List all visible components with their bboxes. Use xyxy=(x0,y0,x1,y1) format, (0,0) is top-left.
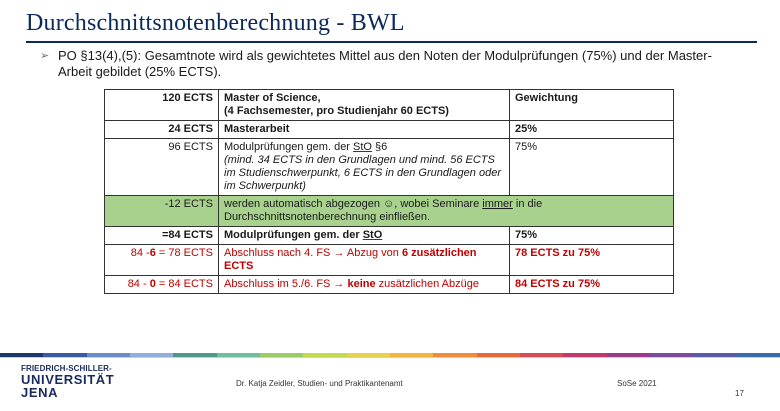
description-text: in die Durchschnittsnotenberechnung einfließen. xyxy=(224,198,543,223)
logo-line: UNIVERSITÄT xyxy=(21,372,115,387)
logo-line: FRIEDRICH-SCHILLER- xyxy=(21,364,112,373)
sto-link-text: StO xyxy=(353,141,372,153)
ects-calc-text: 84 - xyxy=(130,247,150,259)
footer-divider xyxy=(0,357,780,358)
ects-calc-text: = 84 ECTS xyxy=(155,278,213,290)
table-row-highlighted xyxy=(105,196,674,227)
description-text: Modulprüfungen gem. der xyxy=(224,229,363,241)
table-row xyxy=(105,121,674,139)
degree-detail: (4 Fachsemester, pro Studienjahr 60 ECTS) xyxy=(224,105,449,117)
description-cell xyxy=(219,276,510,294)
intro-bullet-text: PO §13(4),(5): Gesamtnote wird als gewichtetes Mittel aus den Noten der Modulprüfungen (75%) und der Master-Arbeit gebildet (25% ECTS). xyxy=(58,48,712,79)
description-text: Abschluss im 5./6. FS → xyxy=(224,278,348,290)
description-text: zusätzlichen Abzüge xyxy=(375,278,479,290)
sto-link-text: StO xyxy=(362,229,383,241)
logo-line: JENA xyxy=(21,385,59,400)
table-row xyxy=(105,276,674,294)
description-text: Abschluss nach 4. FS → Abzug von xyxy=(224,247,402,259)
weight-header: Gewichtung xyxy=(510,90,674,121)
description-cell xyxy=(219,227,510,245)
ects-cell xyxy=(105,245,219,276)
slide-title: Durchschnittsnotenberechnung - BWL xyxy=(26,10,405,36)
description-bold: 6 zusätzlichen ECTS xyxy=(224,247,477,272)
ects-cell: 96 ECTS xyxy=(105,139,219,196)
ects-calc-bold: 6 xyxy=(149,247,156,259)
table-row xyxy=(105,139,674,196)
table-row xyxy=(105,245,674,276)
description-bold: keine xyxy=(347,278,376,290)
weight-cell: 75% xyxy=(510,139,674,196)
table-row xyxy=(105,90,674,121)
degree-title: Master of Science, xyxy=(224,92,321,104)
description-text: werden automatisch abgezogen ☺, wobei Seminare xyxy=(224,198,483,210)
description-cell: Masterarbeit xyxy=(219,121,510,139)
description-note: (mind. 34 ECTS in den Grundlagen und mind. 56 ECTS im Studienschwerpunkt, 6 ECTS in den Grundlagen oder im Schwerpunkt) xyxy=(224,154,501,192)
page-number: 17 xyxy=(735,389,744,398)
ects-calc-bold: 0 xyxy=(149,278,156,290)
intro-bullet xyxy=(40,48,740,80)
weight-cell: 78 ECTS zu 75% xyxy=(510,245,674,276)
footer-author: Dr. Katja Zeidler, Studien- und Praktikantenamt xyxy=(236,379,403,388)
ects-cell: 120 ECTS xyxy=(105,90,219,121)
arrowhead-bullet-icon: ➢ xyxy=(40,50,50,62)
ects-cell: -12 ECTS xyxy=(105,196,219,227)
weight-cell: 25% xyxy=(510,121,674,139)
ects-calc-text: = 78 ECTS xyxy=(155,247,213,259)
ects-cell: 24 ECTS xyxy=(105,121,219,139)
ects-cell: =84 ECTS xyxy=(105,227,219,245)
title-underline xyxy=(26,41,757,43)
university-logo xyxy=(21,364,131,399)
ects-calc-text: 84 - xyxy=(127,278,150,290)
footer-term: SoSe 2021 xyxy=(617,379,657,388)
description-cell xyxy=(219,245,510,276)
description-cell xyxy=(219,196,674,227)
description-cell xyxy=(219,139,510,196)
weight-cell: 75% xyxy=(510,227,674,245)
ects-cell xyxy=(105,276,219,294)
description-cell xyxy=(219,90,510,121)
description-text: Modulprüfungen gem. der xyxy=(224,141,354,153)
description-text: §6 xyxy=(371,141,388,153)
emphasis-text: immer xyxy=(482,198,513,210)
table-row xyxy=(105,227,674,245)
ects-table xyxy=(104,89,674,294)
weight-cell: 84 ECTS zu 75% xyxy=(510,276,674,294)
